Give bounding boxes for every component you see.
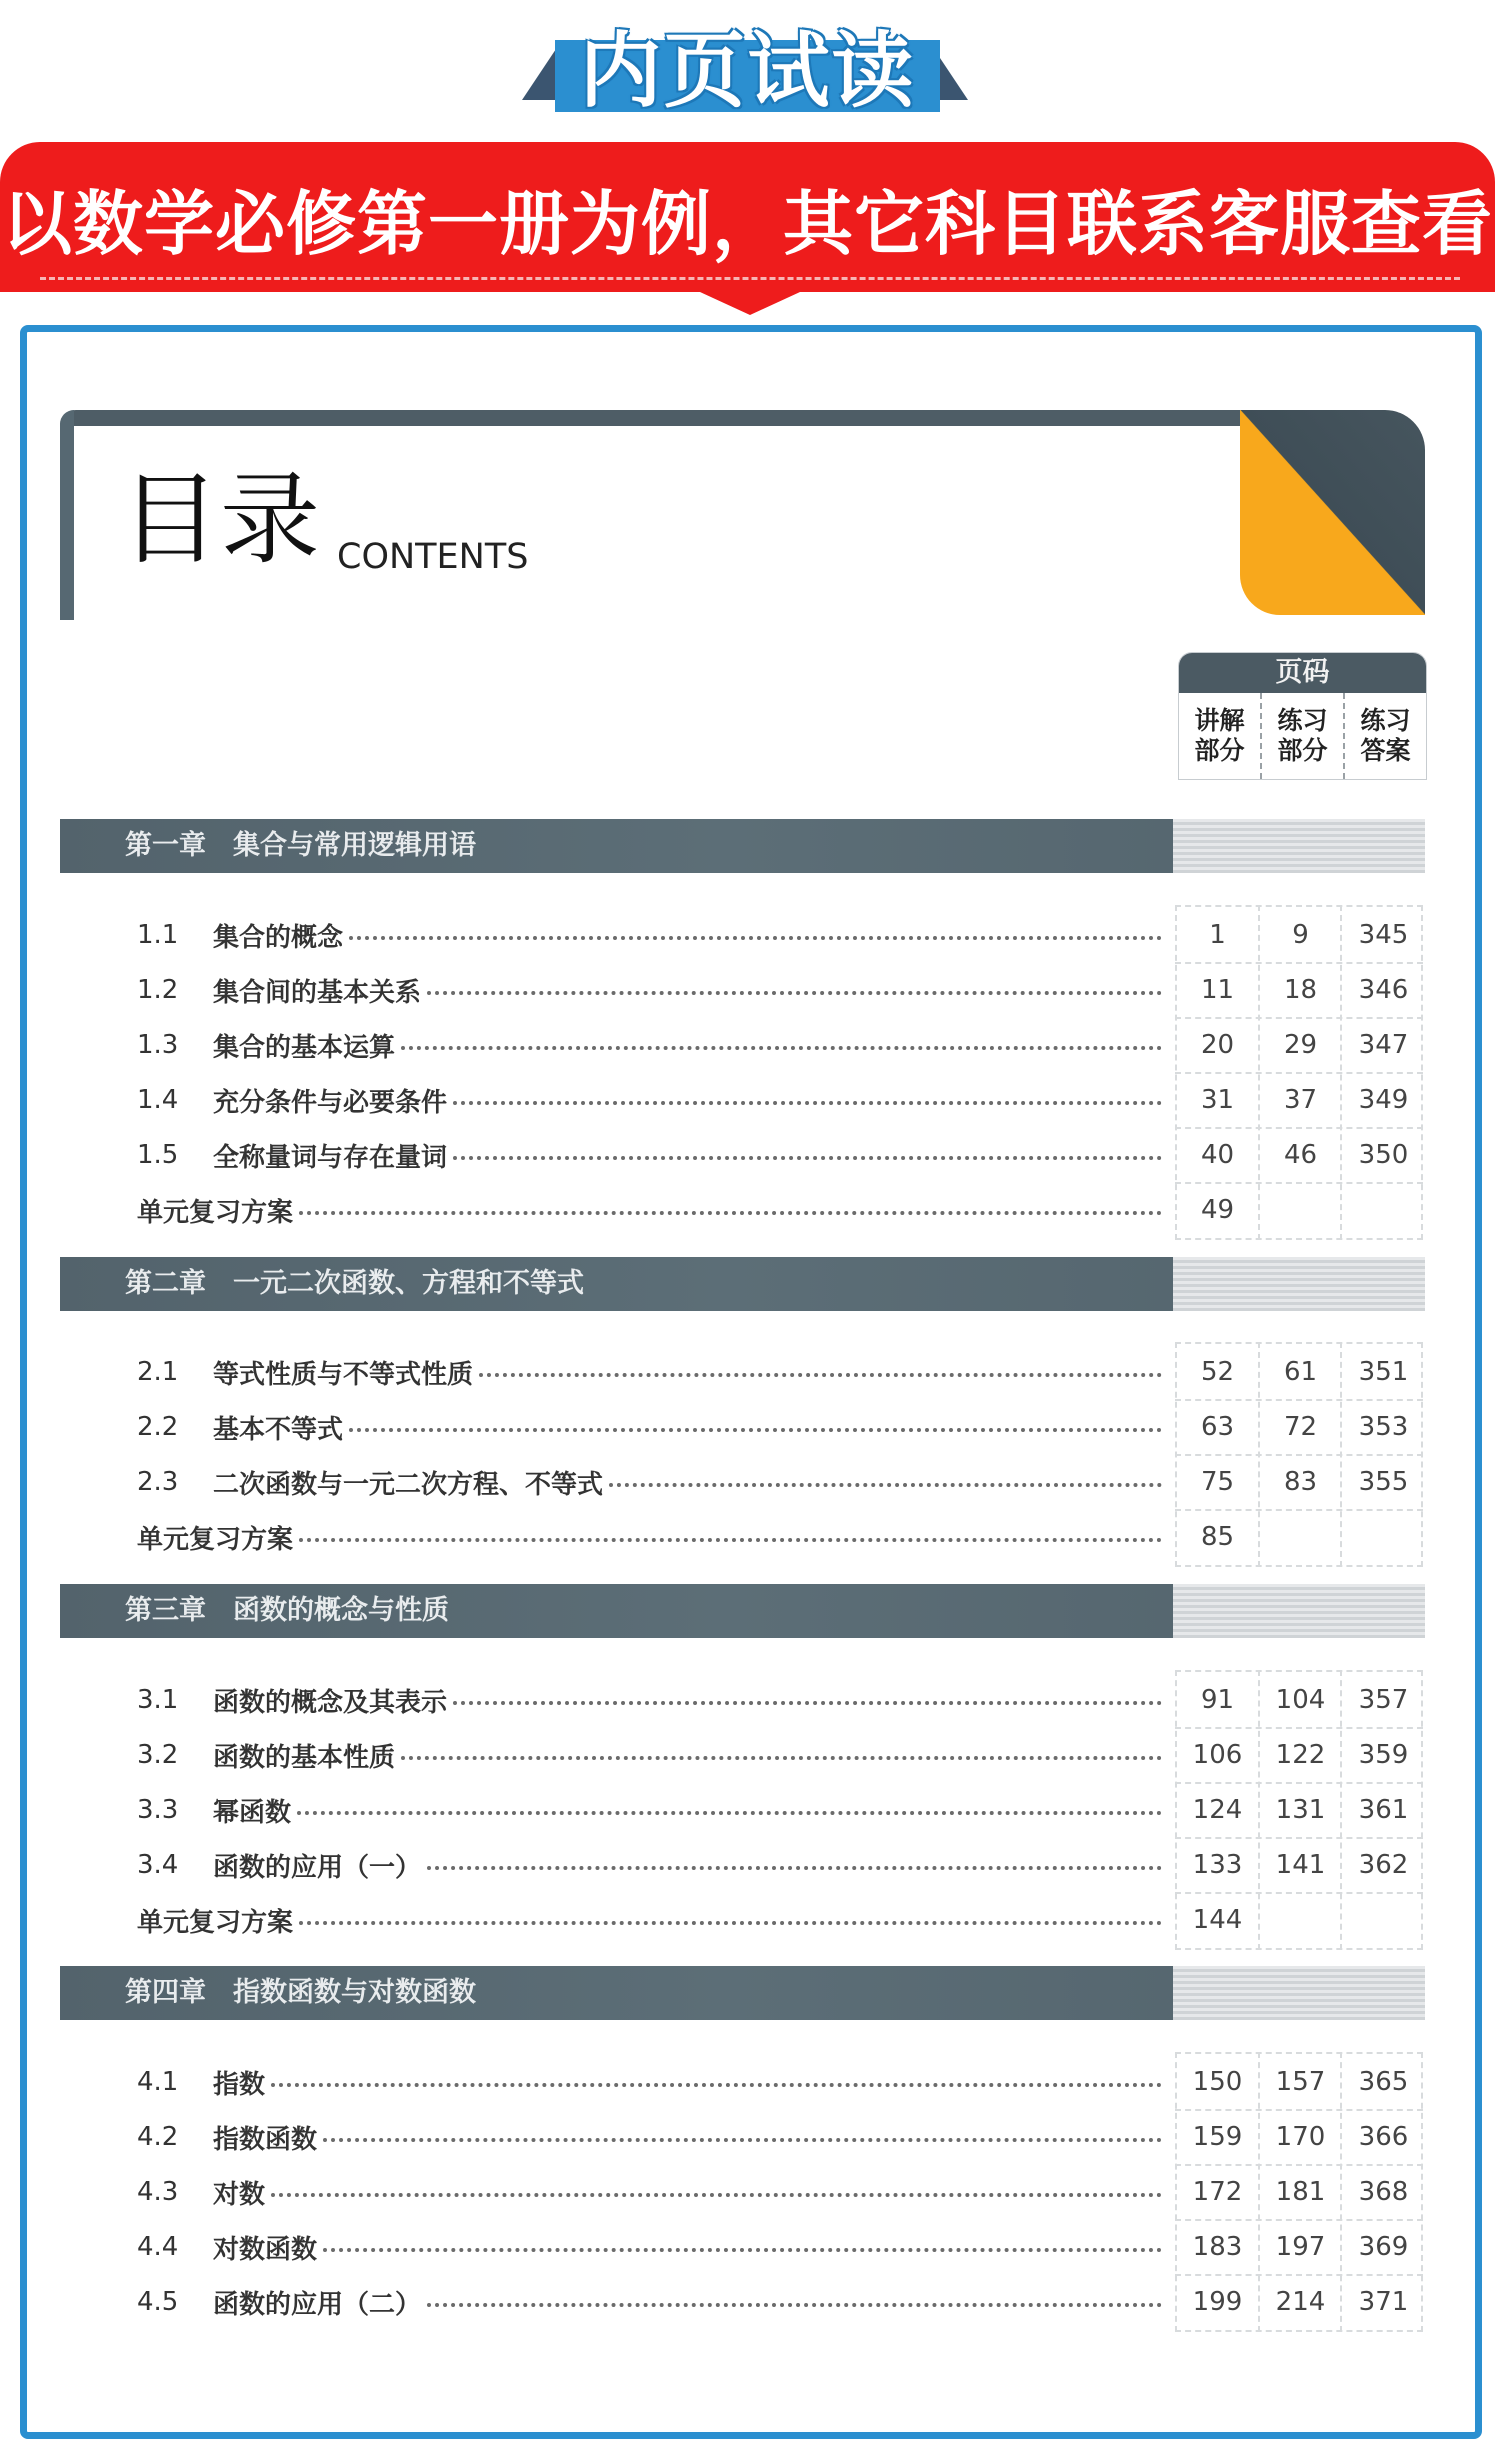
leader-dots	[271, 2193, 1162, 2197]
section-title: 对数函数	[213, 2234, 318, 2265]
toc-row[interactable]	[137, 1900, 1425, 1940]
page-lecture: 91	[1200, 1685, 1235, 1715]
page-numbers	[1176, 1850, 1425, 1880]
toc-row[interactable]	[137, 1080, 1425, 1120]
page-numbers	[1176, 1085, 1425, 1115]
page-answer: 345	[1358, 920, 1409, 950]
page-numbers	[1176, 1905, 1425, 1935]
page-practice: 104	[1275, 1685, 1326, 1715]
page-practice	[1259, 1195, 1342, 1225]
page-lecture: 75	[1200, 1467, 1235, 1497]
page-numbers	[1176, 1140, 1425, 1170]
page-lecture: 133	[1192, 1850, 1243, 1880]
section-number: 1.3	[137, 1030, 179, 1060]
page-lecture: 63	[1200, 1412, 1235, 1442]
page-numbers	[1176, 1412, 1425, 1442]
section-number: 3.3	[137, 1795, 179, 1825]
page-lecture: 150	[1192, 2067, 1243, 2097]
leader-dots	[271, 2083, 1162, 2087]
section-title: 全称量词与存在量词	[213, 1142, 448, 1173]
chapter-header[interactable]	[60, 1966, 1425, 2020]
toc-row[interactable]	[137, 2062, 1425, 2102]
page-lecture: 11	[1200, 975, 1235, 1005]
toc-row[interactable]	[137, 1845, 1425, 1885]
chapter-pattern	[1173, 819, 1425, 873]
toc-row[interactable]	[137, 1462, 1425, 1502]
grid-divider	[1175, 1837, 1423, 1839]
page-answer: 349	[1358, 1085, 1409, 1115]
page-practice: 197	[1275, 2232, 1326, 2262]
section-number: 1.4	[137, 1085, 179, 1115]
page-code-header	[1178, 652, 1427, 780]
col-label: 部分	[1277, 736, 1328, 765]
toc-row[interactable]	[137, 1352, 1425, 1392]
leader-dots	[349, 1428, 1162, 1432]
page-lecture: 159	[1192, 2122, 1243, 2152]
grid-divider	[1175, 1727, 1423, 1729]
page-numbers	[1176, 1740, 1425, 1770]
toc-row[interactable]	[137, 2117, 1425, 2157]
page-numbers	[1176, 2067, 1425, 2097]
page-practice: 157	[1275, 2067, 1326, 2097]
page-answer: 351	[1358, 1357, 1409, 1387]
toc-row[interactable]	[137, 1407, 1425, 1447]
section-number: 2.3	[137, 1467, 179, 1497]
page-practice: 29	[1283, 1030, 1318, 1060]
page-lecture: 1	[1209, 920, 1226, 950]
grid-divider	[1175, 1782, 1423, 1784]
page-numbers	[1176, 1030, 1425, 1060]
section-title: 集合间的基本关系	[213, 977, 422, 1008]
leader-dots	[323, 2138, 1162, 2142]
header-frame-top	[60, 410, 1360, 426]
page-numbers	[1176, 1195, 1425, 1225]
section-title: 函数的应用（一）	[213, 1852, 422, 1883]
chapter-pattern	[1173, 1966, 1425, 2020]
section-title: 单元复习方案	[137, 1907, 294, 1938]
leader-dots	[349, 936, 1162, 940]
leader-dots	[401, 1756, 1162, 1760]
page-answer: 357	[1358, 1685, 1409, 1715]
section-title: 函数的基本性质	[213, 1742, 396, 1773]
grid-divider	[1175, 962, 1423, 964]
page-lecture: 106	[1192, 1740, 1243, 1770]
page-practice: 181	[1275, 2177, 1326, 2207]
header-frame-left	[60, 410, 74, 620]
leader-dots	[299, 1538, 1162, 1542]
page-answer: 347	[1358, 1030, 1409, 1060]
section-number: 1.5	[137, 1140, 179, 1170]
grid-divider	[1175, 1509, 1423, 1511]
section-number: 4.4	[137, 2232, 179, 2262]
section-number: 3.4	[137, 1850, 179, 1880]
page-numbers	[1176, 1795, 1425, 1825]
grid-divider	[1175, 1072, 1423, 1074]
grid-divider	[1175, 1454, 1423, 1456]
page-practice: 170	[1275, 2122, 1326, 2152]
page-lecture: 124	[1192, 1795, 1243, 1825]
leader-dots	[401, 1046, 1162, 1050]
leader-dots	[299, 1921, 1162, 1925]
toc-row[interactable]	[137, 1025, 1425, 1065]
page-lecture: 20	[1200, 1030, 1235, 1060]
page-practice: 37	[1283, 1085, 1318, 1115]
chapter-pattern	[1173, 1257, 1425, 1311]
grid-divider	[1175, 1017, 1423, 1019]
section-title: 基本不等式	[213, 1414, 344, 1445]
toc-row[interactable]	[137, 1735, 1425, 1775]
grid-divider	[1175, 1127, 1423, 1129]
col-label: 答案	[1360, 736, 1411, 765]
section-number: 4.3	[137, 2177, 179, 2207]
leader-dots	[427, 2303, 1162, 2307]
page-answer: 369	[1358, 2232, 1409, 2262]
corner-accent-icon	[1240, 410, 1425, 615]
section-title: 函数的概念及其表示	[213, 1687, 448, 1718]
toc-row[interactable]	[137, 915, 1425, 955]
page-answer: 361	[1358, 1795, 1409, 1825]
section-title: 集合的基本运算	[213, 1032, 396, 1063]
page-answer: 371	[1358, 2287, 1409, 2317]
leader-dots	[297, 1811, 1162, 1815]
grid-divider	[1175, 2219, 1423, 2221]
section-number: 2.1	[137, 1357, 179, 1387]
section-title: 单元复习方案	[137, 1524, 294, 1555]
page-answer: 346	[1358, 975, 1409, 1005]
page-practice: 46	[1283, 1140, 1318, 1170]
section-number: 4.1	[137, 2067, 179, 2097]
section-number: 4.5	[137, 2287, 179, 2317]
leader-dots	[427, 1866, 1162, 1870]
page-practice: 122	[1275, 1740, 1326, 1770]
leader-dots	[479, 1373, 1162, 1377]
page-lecture: 40	[1200, 1140, 1235, 1170]
page-lecture: 85	[1200, 1522, 1235, 1552]
section-title: 指数函数	[213, 2124, 318, 2155]
page-answer: 353	[1358, 1412, 1409, 1442]
page-numbers	[1176, 1685, 1425, 1715]
page-code-col-practice	[1260, 693, 1343, 779]
page-lecture: 49	[1200, 1195, 1235, 1225]
page-practice: 72	[1283, 1412, 1318, 1442]
toc-row[interactable]	[137, 2282, 1425, 2322]
page-numbers	[1176, 1467, 1425, 1497]
chapter-header[interactable]	[60, 819, 1425, 873]
page-code-col-answers	[1343, 693, 1426, 779]
page-answer: 365	[1358, 2067, 1409, 2097]
toc-row[interactable]	[137, 2227, 1425, 2267]
page-subtitle: CONTENTS	[337, 537, 529, 577]
page-lecture: 199	[1192, 2287, 1243, 2317]
section-title: 单元复习方案	[137, 1197, 294, 1228]
chapter-pattern	[1173, 1584, 1425, 1638]
toc-row[interactable]	[137, 1135, 1425, 1175]
page-answer: 366	[1358, 2122, 1409, 2152]
page-numbers	[1176, 920, 1425, 950]
section-title: 函数的应用（二）	[213, 2289, 422, 2320]
section-title: 幂函数	[213, 1797, 292, 1828]
col-label: 讲解	[1194, 706, 1245, 735]
toc-row[interactable]	[137, 1517, 1425, 1557]
page-numbers	[1176, 2232, 1425, 2262]
page-answer: 362	[1358, 1850, 1409, 1880]
page-numbers	[1176, 2122, 1425, 2152]
grid-divider	[1175, 2274, 1423, 2276]
page-practice: 18	[1283, 975, 1318, 1005]
page-practice	[1259, 1522, 1342, 1552]
leader-dots	[299, 1211, 1162, 1215]
section-title: 等式性质与不等式性质	[213, 1359, 474, 1390]
toc-row[interactable]	[137, 1680, 1425, 1720]
toc-row[interactable]	[137, 1190, 1425, 1230]
page-answer	[1342, 1905, 1425, 1935]
notice-banner-text: 以数学必修第一册为例，其它科目联系客服查看	[2, 183, 1493, 265]
col-label: 部分	[1194, 736, 1245, 765]
section-title: 二次函数与一元二次方程、不等式	[213, 1469, 604, 1500]
grid-divider	[1175, 1182, 1423, 1184]
page-numbers	[1176, 2287, 1425, 2317]
page-lecture: 31	[1200, 1085, 1235, 1115]
page-lecture: 144	[1192, 1905, 1243, 1935]
page-practice: 9	[1292, 920, 1309, 950]
page-practice: 61	[1283, 1357, 1318, 1387]
leader-dots	[323, 2248, 1162, 2252]
chapter-title: 第二章 一元二次函数、方程和不等式	[60, 1257, 1173, 1311]
leader-dots	[453, 1156, 1162, 1160]
section-number: 4.2	[137, 2122, 179, 2152]
grid-divider	[1175, 2164, 1423, 2166]
section-title: 指数	[213, 2069, 266, 2100]
preview-tag-label: 内页试读	[579, 24, 916, 119]
chapter-title: 第四章 指数函数与对数函数	[60, 1966, 1173, 2020]
page-answer	[1342, 1522, 1425, 1552]
page-practice	[1259, 1905, 1342, 1935]
leader-dots	[453, 1701, 1162, 1705]
page-numbers	[1176, 2177, 1425, 2207]
col-label: 练习	[1360, 706, 1411, 735]
page-numbers	[1176, 1522, 1425, 1552]
page-practice: 83	[1283, 1467, 1318, 1497]
page-numbers	[1176, 1357, 1425, 1387]
page-title: 目录	[120, 461, 320, 578]
chapter-title: 第一章 集合与常用逻辑用语	[60, 819, 1173, 873]
grid-divider	[1175, 2109, 1423, 2111]
section-number: 3.2	[137, 1740, 179, 1770]
leader-dots	[427, 991, 1162, 995]
col-label: 练习	[1277, 706, 1328, 735]
chapter-header[interactable]	[60, 1257, 1425, 1311]
leader-dots	[453, 1101, 1162, 1105]
section-title: 集合的概念	[213, 922, 344, 953]
page-code-title: 页码	[1179, 653, 1426, 693]
page-answer	[1342, 1195, 1425, 1225]
page-numbers	[1176, 975, 1425, 1005]
grid-divider	[1175, 1892, 1423, 1894]
page-practice: 214	[1275, 2287, 1326, 2317]
page-practice: 141	[1275, 1850, 1326, 1880]
banner-divider	[40, 277, 1460, 280]
page-answer: 355	[1358, 1467, 1409, 1497]
page-answer: 359	[1358, 1740, 1409, 1770]
section-title: 对数	[213, 2179, 266, 2210]
page-code-col-lecture	[1179, 693, 1260, 779]
leader-dots	[609, 1483, 1162, 1487]
page-answer: 350	[1358, 1140, 1409, 1170]
toc-row[interactable]	[137, 2172, 1425, 2212]
section-number: 2.2	[137, 1412, 179, 1442]
section-number: 1.1	[137, 920, 179, 950]
grid-divider	[1175, 1399, 1423, 1401]
page-answer: 368	[1358, 2177, 1409, 2207]
section-number: 1.2	[137, 975, 179, 1005]
page-lecture: 172	[1192, 2177, 1243, 2207]
section-number: 3.1	[137, 1685, 179, 1715]
section-title: 充分条件与必要条件	[213, 1087, 448, 1118]
page-lecture: 52	[1200, 1357, 1235, 1387]
toc-row[interactable]	[137, 1790, 1425, 1830]
page-practice: 131	[1275, 1795, 1326, 1825]
banner-pointer-icon	[700, 292, 800, 315]
toc-row[interactable]	[137, 970, 1425, 1010]
page-lecture: 183	[1192, 2232, 1243, 2262]
chapter-title: 第三章 函数的概念与性质	[60, 1584, 1173, 1638]
chapter-header[interactable]	[60, 1584, 1425, 1638]
